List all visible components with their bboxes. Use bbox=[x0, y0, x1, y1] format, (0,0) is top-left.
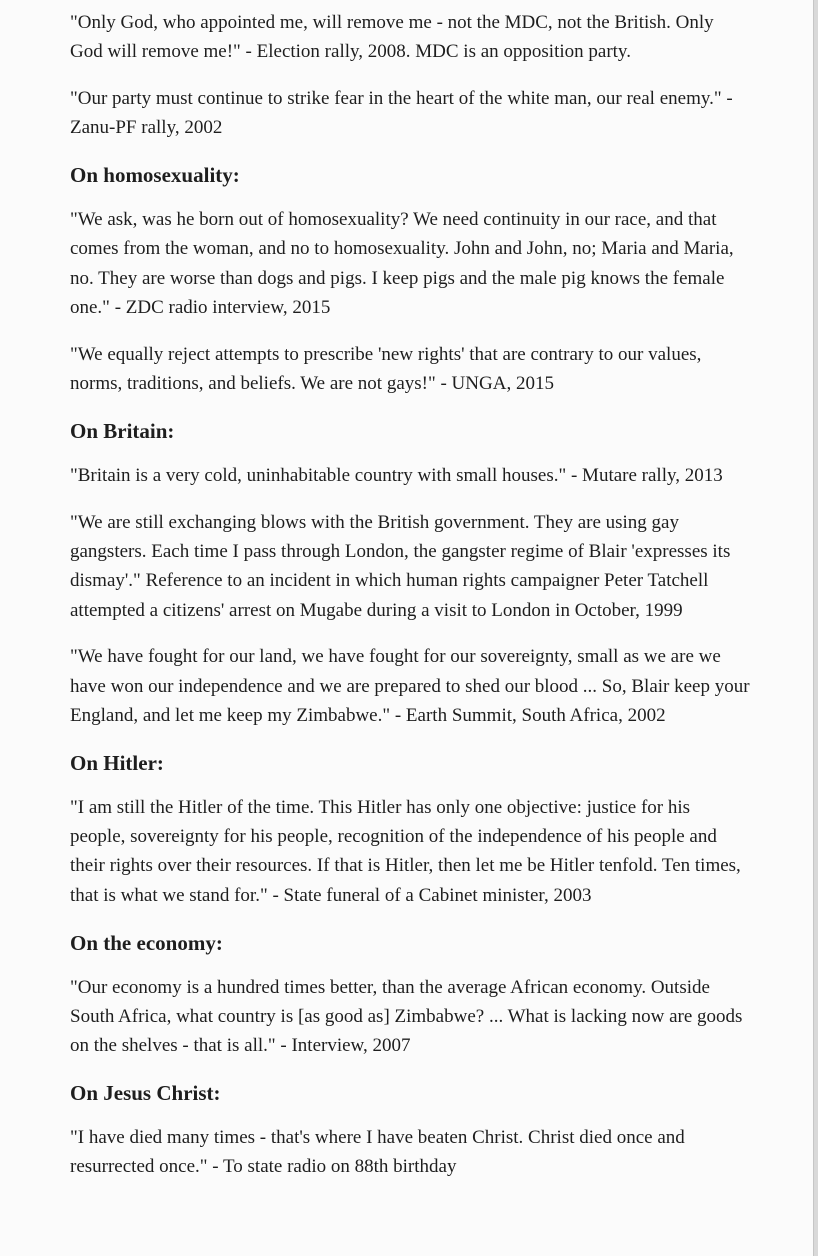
quote-zanu-pf-rally-2002: "Our party must continue to strike fear in the heart of the white man, our real enemy." - Zanu-PF rally, 2002 bbox=[70, 88, 733, 139]
quote-mutare-rally-2013: "Britain is a very cold, uninhabitable country with small houses." - Mutare rally, 2013 bbox=[70, 464, 723, 486]
article-body bbox=[70, 8, 750, 1199]
section-heading-economy: On the economy: bbox=[70, 930, 223, 955]
page-scrollbar-edge[interactable] bbox=[813, 0, 818, 1256]
quote-earth-summit-2002: "We have fought for our land, we have fought for our sovereignty, small as we are we have won our independence and we are prepared to shed our blood ... So, Blair keep your England, and let me keep my Zimbabwe." - Earth Summit, South Africa, 2002 bbox=[70, 646, 750, 727]
quote-british-government: "We are still exchanging blows with the British government. They are using gay gangsters. Each time I pass through London, the gangster regime of Blair 'expresses its dismay'." Reference to an incident in which human rights campaigner Peter Tatchell attempted a citizens' arrest on Mugabe during a visit to London in October, 1999 bbox=[70, 511, 731, 621]
quote-unga-2015: "We equally reject attempts to prescribe 'new rights' that are contrary to our values, norms, traditions, and beliefs. We are not gays!" - UNGA, 2015 bbox=[70, 343, 702, 395]
quote-88th-birthday: "I have died many times - that's where I have beaten Christ. Christ died once and resurrected once." - To state radio on 88th birthday bbox=[70, 1126, 685, 1178]
section-heading-hitler: On Hitler: bbox=[70, 750, 164, 775]
section-heading-britain: On Britain: bbox=[70, 418, 175, 443]
quote-interview-2007: "Our economy is a hundred times better, than the average African economy. Outside South Africa, what country is [as good as] Zimbabwe? ... What is lacking now are goods on the shelves - that is all." - Interview, 2007 bbox=[70, 976, 743, 1057]
quote-zdc-radio-2015: "We ask, was he born out of homosexuality? We need continuity in our race, and that comes from the woman, and no to homosexuality. John and John, no; Maria and Maria, no. They are worse than dogs and pigs. I keep pigs and the male pig knows the female one." - ZDC radio interview, 2015 bbox=[70, 209, 734, 319]
quote-state-funeral-2003: "I am still the Hitler of the time. This Hitler has only one objective: justice for his people, sovereignty for his people, recognition of the independence of his people and their rights over their resources. If that is Hitler, then let me be Hitler tenfold. Ten times, that is what we stand for." - State funeral of a Cabinet minister, 2003 bbox=[70, 796, 741, 906]
section-heading-homosexuality: On homosexuality: bbox=[70, 163, 240, 188]
quote-election-rally-2008: "Only God, who appointed me, will remove me - not the MDC, not the British. Only God will remove me!" - Election rally, 2008. MDC is an opposition party. bbox=[70, 12, 714, 63]
section-heading-jesus-christ: On Jesus Christ: bbox=[70, 1080, 221, 1105]
